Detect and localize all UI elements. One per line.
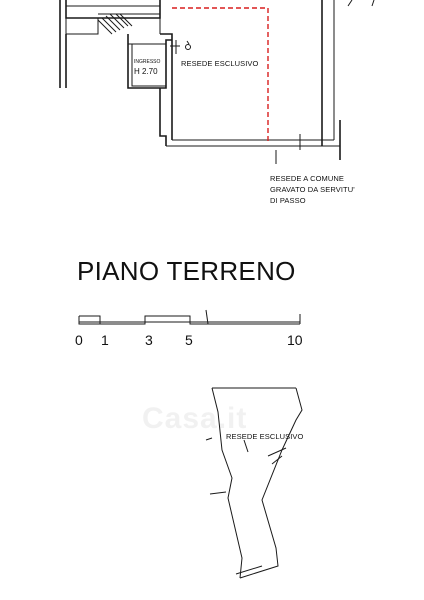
resede-esclusivo-top-label: RESEDE ESCLUSIVO [181, 59, 259, 68]
scale-label-1: 1 [101, 332, 109, 348]
watermark: Casa.it [142, 402, 248, 435]
exclusive-area-boundary [172, 8, 268, 144]
scale-label-5: 5 [185, 332, 193, 348]
plan-title: PIANO TERRENO [77, 256, 296, 286]
room-height-label: H 2.70 [134, 67, 158, 76]
scale-label-10: 10 [287, 332, 303, 348]
scale-label-3: 3 [145, 332, 153, 348]
scale-label-0: 0 [75, 332, 83, 348]
resede-esclusivo-bottom-label: RESEDE ESCLUSIVO [226, 432, 304, 441]
resede-comune-label-2: GRAVATO DA SERVITU' [270, 185, 355, 194]
resede-comune-label-1: RESEDE A COMUNE [270, 174, 345, 183]
resede-comune-label-3: DI PASSO [270, 196, 306, 205]
scale-bar [79, 310, 300, 324]
room-name-label: INGRESSO [134, 59, 161, 65]
staircase [98, 14, 160, 34]
building-walls [60, 0, 374, 164]
